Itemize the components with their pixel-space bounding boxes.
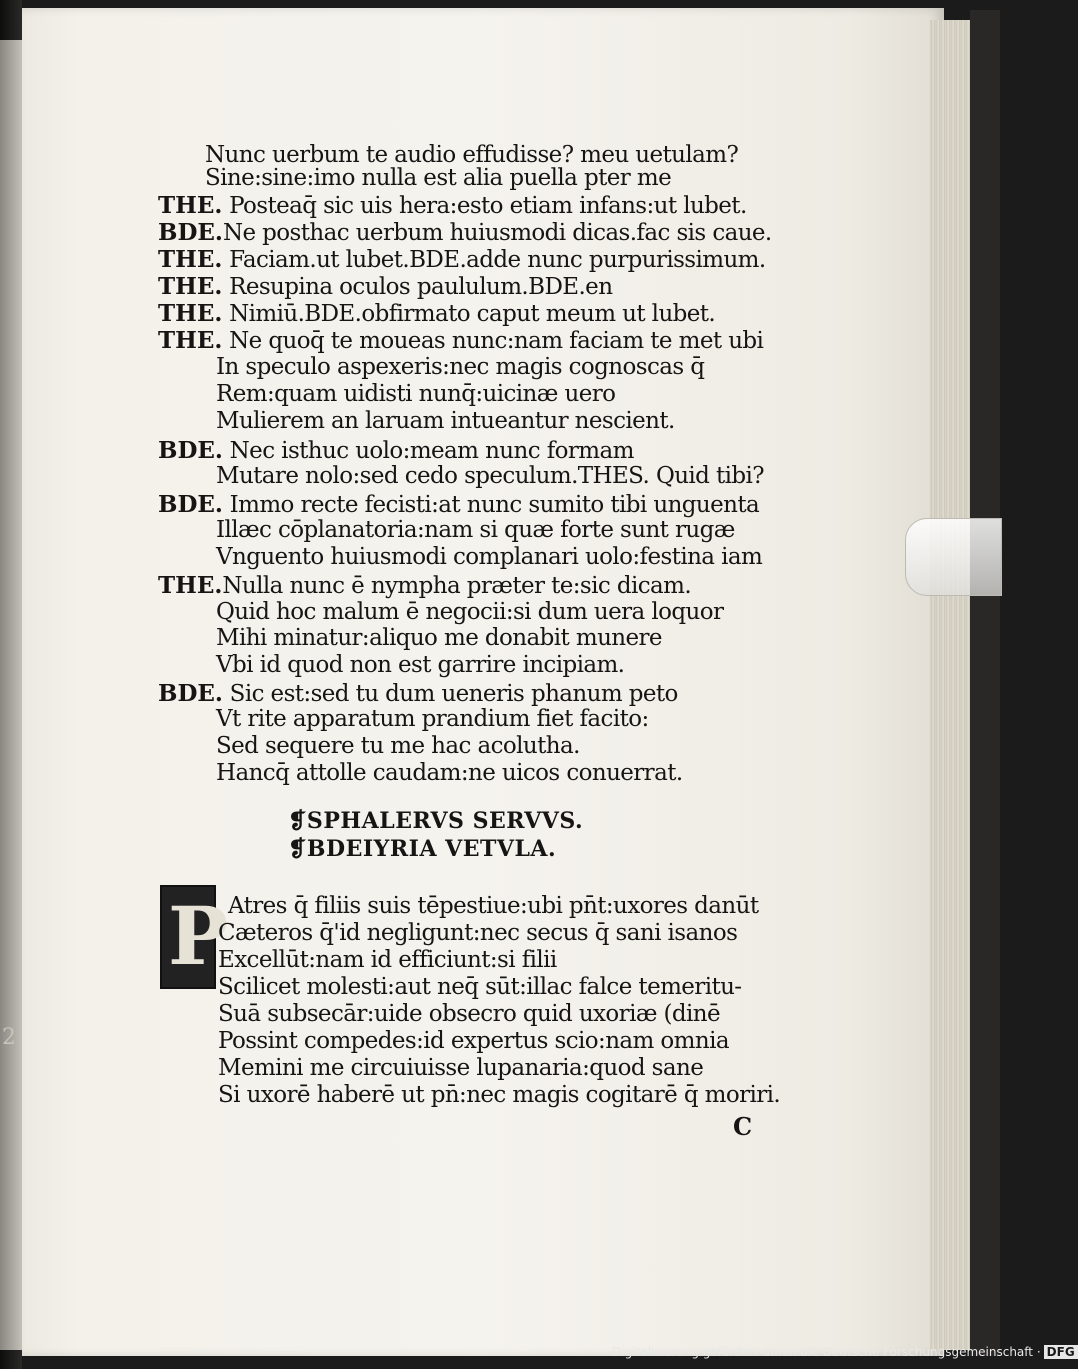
text-line: Sine:sine:imo nulla est alia puella pter me [205,165,672,191]
paragraph-line: Memini me circuiuisse lupanaria:quod sane [218,1055,704,1081]
speaker-label: BDE. [158,437,223,464]
text-line: Mutare nolo:sed cedo speculum.THES. Quid tibi? [216,463,765,489]
speaker-label: THE. [158,192,223,219]
text-line: Quid hoc malum ē negocii:si dum uera loquor [216,599,724,625]
text-line: BDE. Immo recte fecisti:at nunc sumito tibi unguenta [158,491,760,518]
speaker-label: BDE. [158,491,223,518]
text-line: BDE. Nec isthuc uolo:meam nunc formam [158,437,634,464]
text-line: Vbi id quod non est garrire incipiam. [216,652,625,678]
paragraph-line: Cæteros q̄'id negligunt:nec secus q̄ sani isanos [218,920,738,946]
scene-heading: ❡BDEIYRIA VETVLA. [288,836,557,862]
text-line: Rem:quam uidisti nunq̄:uicinæ uero [216,381,616,407]
text-line: THE. Faciam.ut lubet.BDE.adde nunc purpurissimum. [158,246,766,273]
text-line: Vt rite apparatum prandium fiet facito: [216,706,649,732]
paragraph-line: Excellūt:nam id efficiunt:si filii [218,947,557,973]
text-line: THE. Posteaq̄ sic uis hera:esto etiam infans:ut lubet. [158,192,747,219]
dfg-logo: DFG [1044,1345,1078,1359]
signature-mark: C [733,1112,752,1141]
text-line: BDE.Ne posthac uerbum huiusmodi dicas.fac sis caue. [158,219,772,246]
facing-page-mark: 2 [2,1025,16,1050]
text-line: THE. Ne quoq̄ te moueas nunc:nam faciam te met ubi [158,327,764,354]
speaker-label: THE. [158,572,223,599]
page-marker-tab [905,518,1002,596]
speaker-label: THE. [158,300,223,327]
speaker-label: THE. [158,327,223,354]
text-line: Mihi minatur:aliquo me donabit munere [216,625,662,651]
text-line: Sed sequere tu me hac acolutha. [216,733,580,759]
paragraph-line: Si uxorē haberē ut pn̄:nec magis cogitarē q̄ moriri. [218,1082,781,1108]
text-line: Nunc uerbum te audio effudisse? meu uetulam? [205,142,739,168]
text-line: THE.Nulla nunc ē nympha præter te:sic dicam. [158,572,692,599]
decorated-initial: P [160,885,216,989]
text-line: Hancq̄ attolle caudam:ne uicos conuerrat. [216,760,683,786]
footer-text: Digitalisierung gefördert durch die Deutsche Forschungsgemeinschaft [612,1345,1034,1359]
speaker-label: THE. [158,273,223,300]
speaker-label: BDE. [158,680,223,707]
speaker-label: THE. [158,246,223,273]
scene-heading: ❡SPHALERVS SERVVS. [288,808,584,834]
footer-credit: Digitalisierung gefördert durch die Deutsche Forschungsgemeinschaft · DFG [612,1345,1078,1359]
text-line: Vnguento huiusmodi complanari uolo:festina iam [216,544,763,570]
text-line: Mulierem an laruam intueantur nescient. [216,408,675,434]
text-line: In speculo aspexeris:nec magis cognoscas q̄ [216,354,705,380]
paragraph-line: Atres q̄ filiis suis tēpestiue:ubi pn̄t:uxores danūt [228,893,759,919]
paragraph-line: Scilicet molesti:aut neq̄ sūt:illac falce temeritu- [218,974,742,1000]
speaker-label: BDE. [158,219,223,246]
text-line: THE. Nimiū.BDE.obfirmato caput meum ut lubet. [158,300,716,327]
text-line: Illæc cōplanatoria:nam si quæ forte sunt rugæ [216,517,735,543]
paragraph-line: Possint compedes:id expertus scio:nam omnia [218,1028,729,1054]
paragraph-line: Suā subsecār:uide obsecro quid uxoriæ (dinē [218,1001,721,1027]
text-line: THE. Resupina oculos paululum.BDE.en [158,273,613,300]
text-line: BDE. Sic est:sed tu dum ueneris phanum peto [158,680,678,707]
